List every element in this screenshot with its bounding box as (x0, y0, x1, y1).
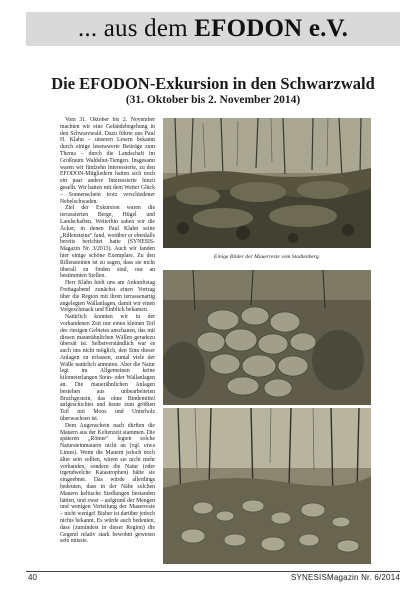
section-header-prefix: ... aus dem (77, 15, 195, 42)
article-body (60, 117, 155, 567)
page-number: 40 (28, 573, 37, 582)
article-subtitle: (31. Oktober bis 2. November 2014) (125, 94, 301, 106)
article-title: Die EFODON-Exkursion in den Schwarzwald (51, 74, 375, 93)
section-header-text (78, 15, 348, 43)
footer-divider (26, 571, 400, 572)
photo-forest-rubble (163, 408, 371, 564)
article-paragraph: Vom 31. Oktober bis 2. November machten wir eine Geländebegehung in den Schwarzwald. Dazu führte uns Paul H. Klahn – unseren Lesern bekannt durch einige lesenswerte Beiträge zum Thema – durch die Landschaft im Großraum Waldshut-Tiengen. Insgesamt waren wir fünfzehn Interessierte, zu den EFODON-Mitgliedern hatten sich noch ein paar andere Interessierte hinzu gesellt. Wir hatten mit dem Wetter Glück – Sonnenschein trotz verschiedener Nebelschwaden. (60, 117, 155, 205)
magazine-issue: SYNESISMagazin Nr. 6/2014 (290, 573, 400, 582)
photo-caption: Einige Bilder der Mauerreste vom Stadtenberg. (213, 254, 321, 260)
photo-stone-wall-forest (163, 118, 371, 248)
photo-stacked-stones (163, 270, 371, 405)
article-paragraph: Dem Augenschein nach dürften die Mauern aus der Keltenzeit stammen. Die späteren „Römer" legten solche Natursteinmauern nicht an (vgl. etwa Limes). Wenn die Mauern jedoch noch älter sein sollten, wären sie nicht mehr vorhanden, sondern die Natur (oder irgendwelche Katastrophen) hätte sie eingeebnet. Das würde allerdings bedeuten, dass in der Nähe solchen Mauern keltische Siedlungen bestanden hätten, und zwar – aufgrund der Mengen und wenigen Verteilung der Mauerreste – nicht wenige! Bisher ist darüber jedoch nichts bekannt. Es würde auch bedeuten, dass (zumindest in dieser Region) die Gegend relativ stark bewohnt gewesen sein müsste. (60, 422, 155, 545)
section-header-brand: EFODON e.V. (194, 15, 349, 42)
section-header (26, 12, 400, 46)
article-paragraph: Ziel der Exkursion waren die terrassierten Berge, Hügel und Landschaften. Weiterhin sahen wir die Äcker, in denen Paul Klahn seine „Rillensteine" fand, worüber er ebenfalls bereits berichtet hatte (SYNESIS-Magazin Nr. 3/2013). Auch wir fanden hier einige schöne Exemplare. Zu den Rillensteinen ist zu sagen, dass sie nicht überall zu finden sind, nur an bestimmten Stellen. (60, 205, 155, 280)
article-paragraph: Herr Klahn hielt uns am Ankunftstag Freitagabend zunächst einen Vortrag über die Region mit ihren terrassenartig angelegten Wallanlagen, damit wir einen Vorgeschmack und Einblick bekamen. (60, 280, 155, 314)
article-paragraph: Natürlich konnten wir in der vorhandenen Zeit nur einen kleinen Teil des riesigen Gebietes anschauen, das mit diesen mauerähnlichen Wällen geradezu übersät ist. Selbstverständlich war es auch uns nicht möglich, den Sinn dieser Anlagen zu erfassen, zumal viele der Wälle natürlich anmuten. Aber die Natur legt im Allgemeinen keine kilometerlangen Stein- oder Wallanlagen an. Die mauerähnlichen Anlagen bestehen aus unbearbeiteten Bruchgestein, das ohne Bindemittel aufgeschichtet und heute zum größten Teil mit Moos und Unterholz überwachsen ist. (60, 314, 155, 423)
